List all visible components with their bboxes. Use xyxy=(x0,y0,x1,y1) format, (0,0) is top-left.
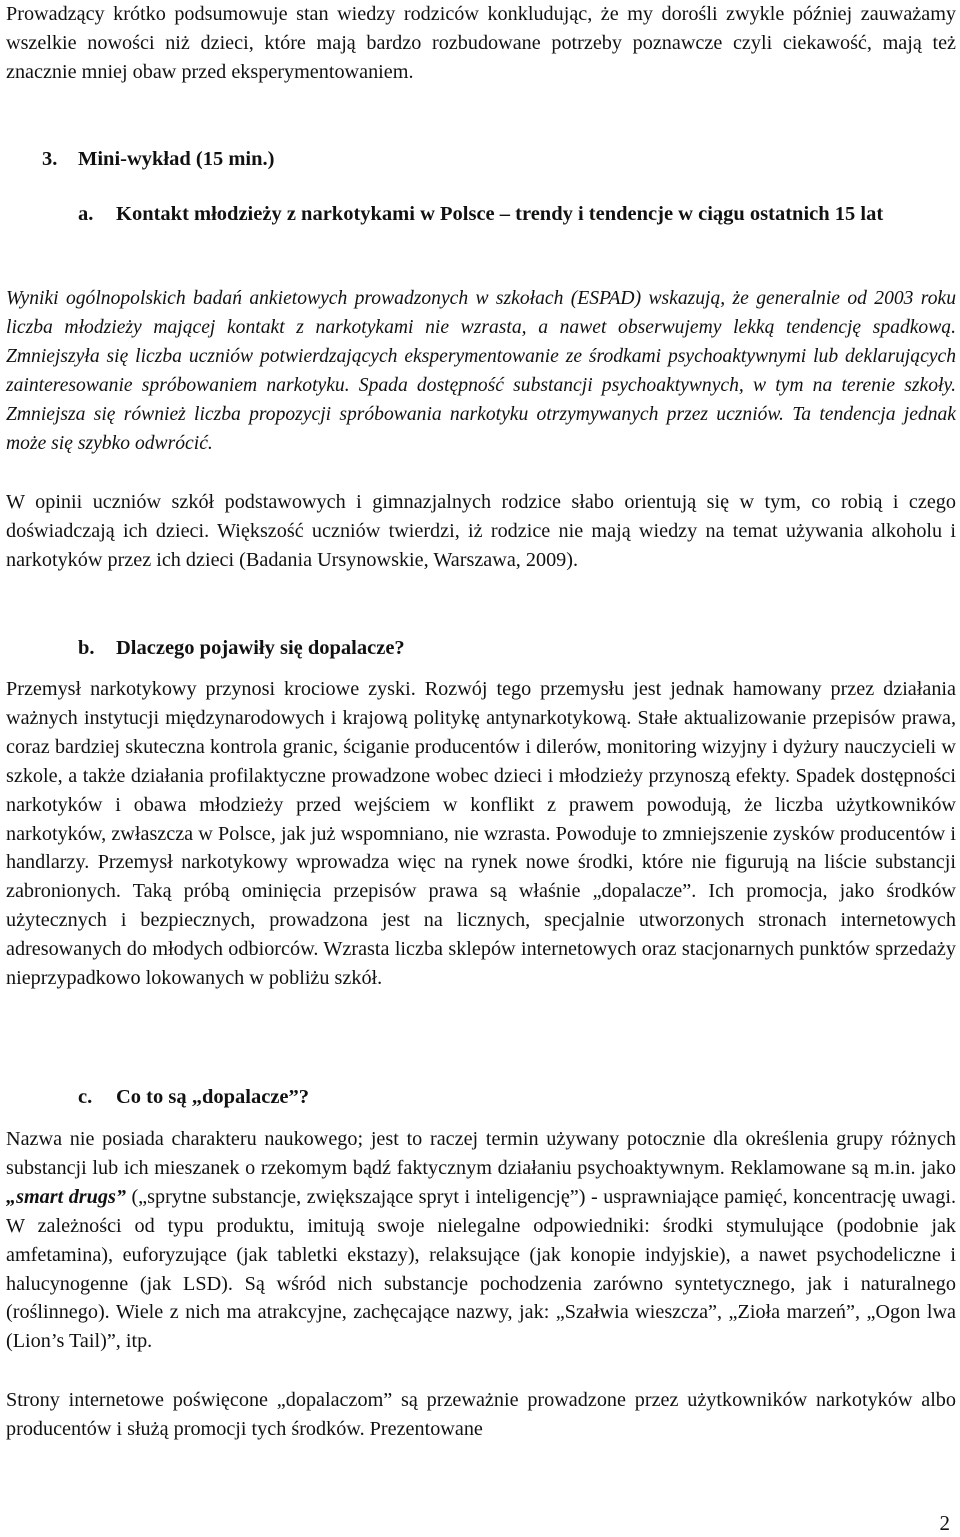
section-3-heading xyxy=(42,145,274,173)
subsection-b-heading xyxy=(78,634,405,662)
subsection-a-heading xyxy=(78,200,956,229)
subsection-c-title: Co to są „dopalacze”? xyxy=(116,1086,310,1108)
subsection-a-title: Kontakt młodzieży z narkotykami w Polsce – trendy i tendencje w ciągu ostatnich 15 lat xyxy=(116,203,884,225)
intro-paragraph: Prowadzący krótko podsumowuje stan wiedzy rodziców konkludując, że my dorośli zwykle później zauważamy wszelkie nowości niż dzieci, które mają bardzo rozbudowane potrzeby poznawcze czyli ciekawość, mają też znacznie mniej obaw przed eksperymentowaniem. xyxy=(6,3,956,83)
subsection-b-title: Dlaczego pojawiły się dopalacze? xyxy=(116,637,405,659)
section-3-number: 3. xyxy=(42,148,58,170)
subsection-a-paragraph-2: W opinii uczniów szkół podstawowych i gimnazjalnych rodzice słabo orientują się w tym, co robią i czego doświadczają ich dzieci. Większość uczniów twierdzi, iż rodzice nie mają wiedzy na temat używania alkoholu i narkotyków przez ich dzieci (Badania Ursynowskie, Warszawa, 2009). xyxy=(6,491,956,571)
smart-drugs-term: „smart drugs” xyxy=(6,1185,126,1208)
subsection-a-paragraph-1: Wyniki ogólnopolskich badań ankietowych prowadzonych w szkołach (ESPAD) wskazują, że generalnie od 2003 roku liczba młodzieży mającej kontakt z narkotykami nie wzrasta, a nawet obserwujemy lekką tendencję spadkową. Zmniejszyła się liczba uczniów potwierdzających eksperymentowanie ze środkami psychoaktywnymi lub deklarujących zainteresowanie spróbowaniem narkotyku. Spada dostępność substancji psychoaktywnych, w tym na terenie szkoły. Zmniejsza się również liczba propozycji spróbowania narkotyku otrzymywanych przez uczniów. Ta tendencja jednak może się szybko odwrócić. xyxy=(6,288,956,454)
subsection-b-letter: b. xyxy=(78,637,95,659)
subsection-c-paragraph-1 xyxy=(6,1125,956,1356)
subsection-c-text-rest: („sprytne substancje, zwiększające spryt i inteligencję”) - usprawniające pamięć, koncentrację uwagi. W zależności od typu produktu, imitują swoje nielegalne odpowiedniki: środki stymulujące (podobnie jak amfetamina), euforyzujące (jak tabletki ekstazy), relaksujące (jak konopie indyjskie), a nawet psychodeliczne i halucynogenne (jak LSD). Są wśród nich substancje pochodzenia zarówno syntetycznego, jak i naturalnego (roślinnego). Wiele z nich ma atrakcyjne, zachęcające nazwy, jak: „Szałwia wieszcza”, „Zioła marzeń”, „Ogon lwa (Lion’s Tail)”, itp. xyxy=(6,1185,956,1353)
subsection-a-letter: a. xyxy=(78,203,94,225)
subsection-c-heading xyxy=(78,1083,309,1111)
subsection-c-paragraph-2: Strony internetowe poświęcone „dopalaczom” są przeważnie prowadzone przez użytkowników narkotyków albo producentów i służą promocji tych środków. Prezentowane xyxy=(6,1389,956,1440)
page-number: 2 xyxy=(939,1511,950,1535)
subsection-c-letter: c. xyxy=(78,1086,93,1108)
section-3-title: Mini-wykład (15 min.) xyxy=(78,148,275,170)
subsection-c-text-start: Nazwa nie posiada charakteru naukowego; jest to raczej termin używany potocznie dla określenia grupy różnych substancji lub ich mieszanek o rzekomym bądź faktycznym działaniu psychoaktywnym. Reklamowane są m.in. jako xyxy=(6,1128,956,1179)
subsection-b-paragraph: Przemysł narkotykowy przynosi krociowe zyski. Rozwój tego przemysłu jest jednak hamowany przez działania ważnych instytucji międzynarodowych i krajową politykę antynarkotykową. Stałe aktualizowanie przepisów prawa, coraz bardziej skuteczna kontrola granic, ściganie producentów i dilerów, monitoring wizyjny i dyżury nauczycieli w szkole, a także działania profilaktyczne prowadzone wobec dzieci i młodzieży przynoszą efekty. Spadek dostępności narkotyków i obawa młodzieży przed wejściem w konflikt z prawem powodują, że liczba użytkowników narkotyków, zwłaszcza w Polsce, jak już wspomniano, nie wzrasta. Powoduje to zmniejszenie zysków producentów i handlarzy. Przemysł narkotykowy wprowadza więc na rynek nowe środki, które nie figurują na liście substancji zabronionych. Taką próbą ominięcia przepisów prawa są właśnie „dopalacze”. Ich promocja, jako środków użytecznych i bezpiecznych, prowadzona jest na licznych, specjalnie utworzonych stronach internetowych adresowanych do młodych odbiorców. Wzrasta liczba sklepów internetowych oraz stacjonarnych punktów sprzedaży nieprzypadkowo lokowanych w pobliżu szkół. xyxy=(6,678,956,990)
